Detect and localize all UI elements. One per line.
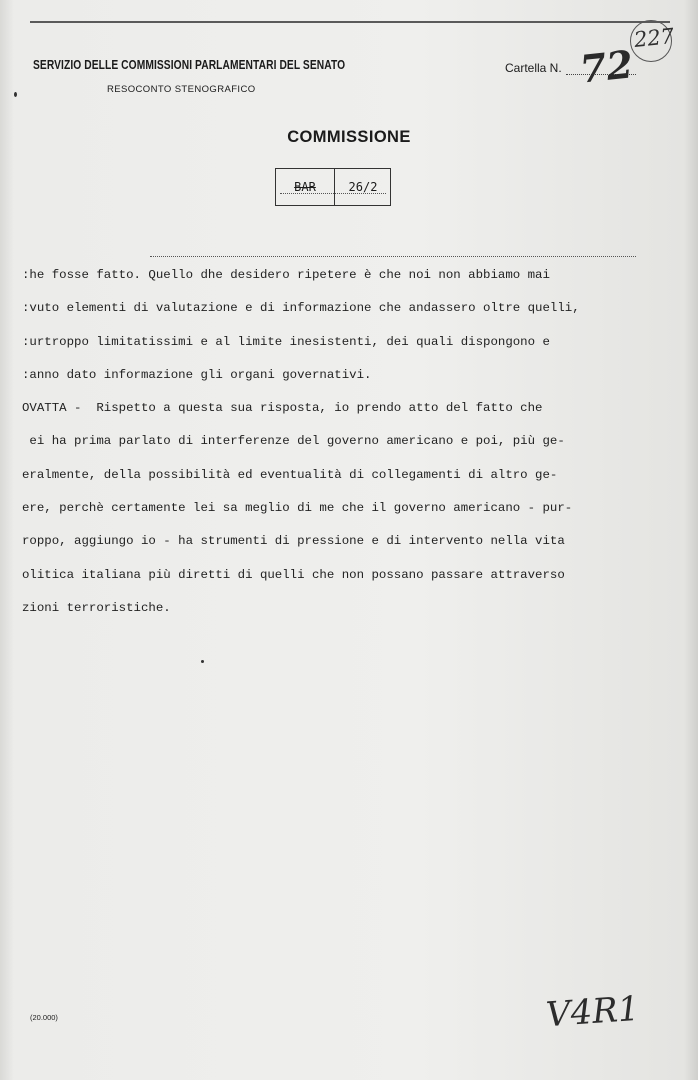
session-box bbox=[275, 168, 391, 206]
cartella-number: 72 bbox=[577, 41, 636, 92]
header-title: SERVIZIO DELLE COMMISSIONI PARLAMENTARI DEL SENATO bbox=[33, 58, 346, 72]
ink-speck bbox=[14, 92, 17, 97]
session-date: 26/2 bbox=[348, 180, 378, 194]
transcript-line: ere, perchè certamente lei sa meglio di me che il governo americano - pur- bbox=[22, 501, 573, 516]
transcript-line: :he fosse fatto. Quello dhe desidero ripetere è che noi non abbiamo mai bbox=[22, 268, 550, 282]
dotted-rule bbox=[150, 256, 636, 257]
commission-title: COMMISSIONE bbox=[287, 128, 411, 146]
transcript-text bbox=[22, 268, 662, 634]
transcript-line: :urtroppo limitatissimi e al limite inesistenti, dei quali dispongono e bbox=[22, 334, 550, 349]
transcript-line: eralmente, della possibilità ed eventualità di collegamenti di altro ge- bbox=[22, 467, 558, 482]
transcript-line: :anno dato informazione gli organi governativi. bbox=[22, 367, 372, 382]
footer-print-code: (20.000) bbox=[30, 1013, 58, 1022]
handwritten-signature: V4R1 bbox=[544, 988, 641, 1036]
transcript-line: :vuto elementi di valutazione e di informazione che andassero oltre quelli, bbox=[22, 301, 580, 316]
ink-speck bbox=[201, 660, 204, 663]
transcript-line: zioni terroristiche. bbox=[22, 600, 171, 615]
transcript-line: ei ha prima parlato di interferenze del governo americano e poi, più ge- bbox=[22, 434, 565, 449]
transcript-line: OVATTA - Rispetto a questa sua risposta, io prendo atto del fatto che bbox=[22, 401, 543, 416]
cartella-label: Cartella N. bbox=[505, 61, 562, 75]
header-subtitle: RESOCONTO STENOGRAFICO bbox=[107, 84, 256, 95]
page-number: 227 bbox=[632, 23, 676, 53]
transcript-line: roppo, aggiungo io - ha strumenti di pressione e di intervento nella vita bbox=[22, 534, 565, 549]
transcript-line: olitica italiana più diretti di quelli che non possano passare attraverso bbox=[22, 567, 565, 582]
session-code: BAR bbox=[294, 180, 316, 194]
top-rule bbox=[30, 21, 670, 23]
